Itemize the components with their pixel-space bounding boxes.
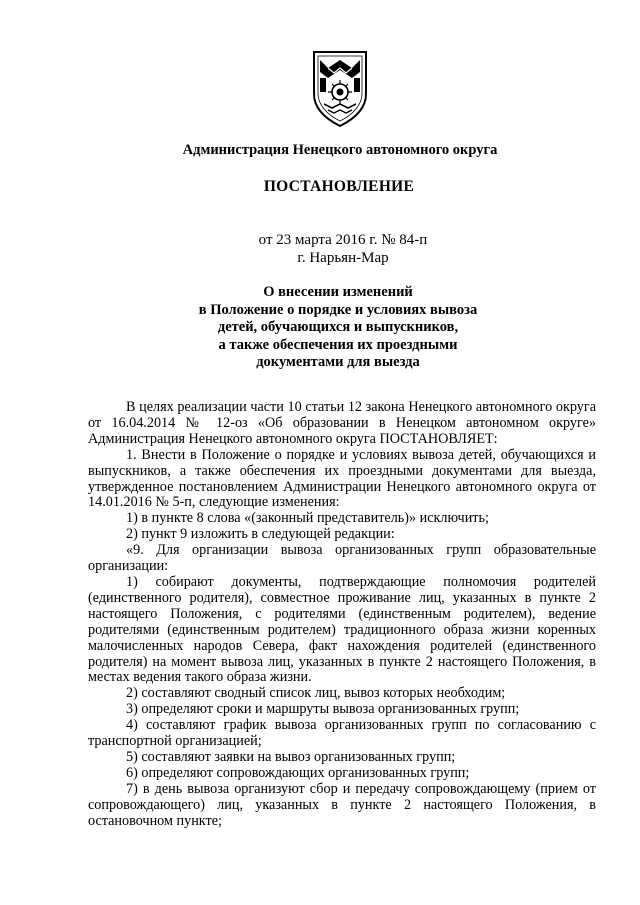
document-subject bbox=[0, 284, 640, 372]
document-body bbox=[88, 400, 596, 829]
document-date-number: от 23 марта 2016 г. № 84-п bbox=[258, 232, 428, 248]
body-paragraph: 1. Внести в Положение о порядке и условиях вывоза детей, обучающихся и выпускников, а также обеспечения их проездными документами для выезда, утвержденное постановлением Администрации Ненецкого автономного округа от 14.01.2016 № 5-п, следующие изменения: bbox=[88, 446, 596, 511]
body-paragraph: «9. Для организации вывоза организованных групп образовательные организации: bbox=[88, 542, 596, 575]
subject-line: О внесении изменений bbox=[263, 284, 413, 300]
body-paragraph: 6) определяют сопровождающих организованных групп; bbox=[126, 764, 470, 781]
body-paragraph: 5) составляют заявки на вывоз организованных групп; bbox=[126, 748, 456, 765]
body-paragraph: 1) собирают документы, подтверждающие полномочия родителей (единственного родителя), совместное проживание лиц, указанных в пункте 2 настоящего Положения, с родителями (единственным родителем), ведение родителями (единственным родителем) традиционного образа жизни коренных малочисленных народов Севера, факт нахождения родителей (единственного родителя) на момент вывоза лиц, указанных в пункте 2 настоящего Положения, в местах ведения такого образа жизни. bbox=[88, 573, 596, 686]
body-paragraph: 3) определяют сроки и маршруты вывоза организованных групп; bbox=[126, 701, 520, 718]
subject-line: в Положение о порядке и условиях вывоза bbox=[198, 301, 478, 318]
body-paragraph: 1) в пункте 8 слова «(законный представитель)» исключить; bbox=[126, 510, 489, 527]
body-paragraph: 2) составляют сводный список лиц, вывоз которых необходим; bbox=[126, 685, 506, 702]
subject-line: а также обеспечения их проездными bbox=[218, 336, 458, 353]
coat-of-arms-icon bbox=[308, 48, 372, 128]
body-paragraph: 7) в день вывоза организуют сбор и передачу сопровождающему (прием от сопровождающего) лиц, указанных в пункте 2 настоящего Положения, в остановочном пункте; bbox=[88, 780, 596, 829]
body-paragraph: 2) пункт 9 изложить в следующей редакции: bbox=[126, 526, 395, 543]
preamble-paragraph: В целях реализации части 10 статьи 12 закона Ненецкого автономного округа от 16.04.2014 № 12-оз «Об образовании в Ненецком автономном округе» Администрация Ненецкого автономного округа ПОСТАНОВЛЯЕТ: bbox=[88, 399, 596, 447]
subject-line: детей, обучающихся и выпускников, bbox=[217, 319, 459, 336]
subject-line: документами для выезда bbox=[256, 354, 420, 371]
body-paragraph: 4) составляют график вывоза организованных групп по согласованию с транспортной организацией; bbox=[88, 717, 596, 750]
document-city: г. Нарьян-Мар bbox=[297, 250, 389, 266]
document-type: ПОСТАНОВЛЕНИЕ bbox=[263, 178, 415, 195]
organization-title: Администрация Ненецкого автономного округа bbox=[182, 142, 498, 158]
